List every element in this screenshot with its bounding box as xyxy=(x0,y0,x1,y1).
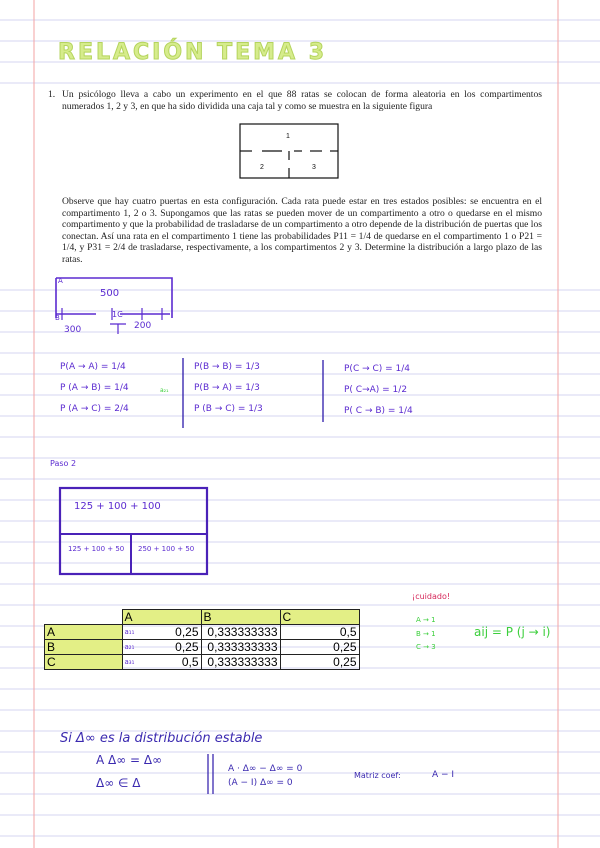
figure-label-1: 1 xyxy=(286,133,290,140)
prob-note: a₂₁ xyxy=(160,387,169,394)
paso-bottom-right: 250 + 100 + 50 xyxy=(138,545,195,553)
prob-bc: P (B → C) = 1/3 xyxy=(194,404,263,414)
row-label: B xyxy=(45,640,123,655)
table-header-row xyxy=(45,610,360,625)
table-cell: 0,333333333 xyxy=(201,640,280,655)
mapping-c: C → 3 xyxy=(416,643,436,651)
cell-note: a₂₁ xyxy=(124,643,135,651)
prob-ba: P(B → A) = 1/3 xyxy=(194,383,260,393)
table-cell: 0,25 xyxy=(175,625,199,639)
mapping-b: B → 1 xyxy=(416,630,436,638)
table-row xyxy=(45,625,360,640)
double-divider xyxy=(206,754,216,794)
paso-box xyxy=(58,486,210,578)
row-label: C xyxy=(45,655,123,670)
stable-line2: Δ∞ ∈ Δ xyxy=(96,776,141,790)
matrix-value: A − I xyxy=(432,770,455,780)
aij-formula: aij = P (j → i) xyxy=(474,625,551,639)
problem-description: Observe que hay cuatro puertas en esta configuración. Cada rata puede estar en tres estados posibles: se encuentra en el compartimento 1, 2 o 3. Supongamos que las ratas se pueden mover de un compartimento a otro o quedarse en el mismo compartimento y que la probabilidad de trasladarse de un compartimento a otro depende de la distribución de puertas que los conectan. Así una rata en el compartimento 1 tiene las probabilidades P11 = 1/4 de quedarse en el compartimento 1 o P21 = 1/4, y P31 = 2/4 de trasladarse, respectivamente, a los compartimentos 2 y 3. Determine la distribución a largo plazo de las ratas. xyxy=(62,196,542,265)
prob-ac: P (A → C) = 2/4 xyxy=(60,404,129,414)
cell-note: a₁₁ xyxy=(124,628,135,636)
sketch-corner-b: B xyxy=(55,314,60,322)
sketch-door-label: 1C xyxy=(112,310,123,319)
table-cell: 0,25 xyxy=(280,640,359,655)
cuidado-note: ¡cuidado! xyxy=(412,592,451,601)
prob-cc: P(C → C) = 1/4 xyxy=(344,364,411,374)
sketch-right-value: 200 xyxy=(134,321,152,331)
stable-eq1: A · Δ∞ − Δ∞ = 0 xyxy=(228,764,303,774)
divider-2 xyxy=(320,360,326,422)
stable-heading: Si Δ∞ es la distribución estable xyxy=(60,731,263,746)
table-cell: 0,25 xyxy=(175,640,199,654)
table-cell: 0,5 xyxy=(181,655,199,669)
stable-line1: A Δ∞ = Δ∞ xyxy=(96,753,163,767)
transition-table xyxy=(44,609,360,670)
table-cell: 0,333333333 xyxy=(201,655,280,670)
problem-text: Un psicólogo lleva a cabo un experimento en el que 88 ratas se colocan de forma aleatoria en los compartimentos numerados 1, 2 y 3, en que ha sido dividida una caja tal y como se muestra en la siguiente figura xyxy=(62,89,542,112)
table-cell: 0,333333333 xyxy=(201,625,280,640)
matrix-label: Matriz coef: xyxy=(354,771,401,780)
figure-label-3: 3 xyxy=(312,164,316,171)
table-cell: 0,5 xyxy=(280,625,359,640)
cell-note: a₃₁ xyxy=(124,658,135,666)
stable-eq2: (A − I) Δ∞ = 0 xyxy=(228,778,293,788)
box-figure xyxy=(238,122,342,182)
header-cell: C xyxy=(280,610,359,625)
prob-bb: P(B → B) = 1/3 xyxy=(194,362,260,372)
sketch-corner-a: A xyxy=(58,277,63,285)
paso-bottom-left: 125 + 100 + 50 xyxy=(68,545,125,553)
divider-1 xyxy=(180,358,186,428)
problem-statement xyxy=(48,89,542,112)
paso-label: Paso 2 xyxy=(50,459,77,468)
paso-top-cell: 125 + 100 + 100 xyxy=(74,501,161,512)
row-label: A xyxy=(45,625,123,640)
prob-aa: P(A → A) = 1/4 xyxy=(60,362,126,372)
sketch-top-value: 500 xyxy=(100,288,120,299)
header-cell: B xyxy=(201,610,280,625)
table-row xyxy=(45,655,360,670)
page-title: RELACIÓN TEMA 3 xyxy=(58,40,328,65)
header-cell: A xyxy=(122,610,201,625)
figure-label-2: 2 xyxy=(260,164,264,171)
prob-ab: P (A → B) = 1/4 xyxy=(60,383,129,393)
table-row xyxy=(45,640,360,655)
problem-number: 1. xyxy=(48,89,56,100)
table-cell: 0,25 xyxy=(280,655,359,670)
prob-cb: P( C → B) = 1/4 xyxy=(344,406,413,416)
sketch-left-value: 300 xyxy=(64,325,82,335)
mapping-a: A → 1 xyxy=(416,616,436,624)
prob-ca: P( C→A) = 1/2 xyxy=(344,385,408,395)
